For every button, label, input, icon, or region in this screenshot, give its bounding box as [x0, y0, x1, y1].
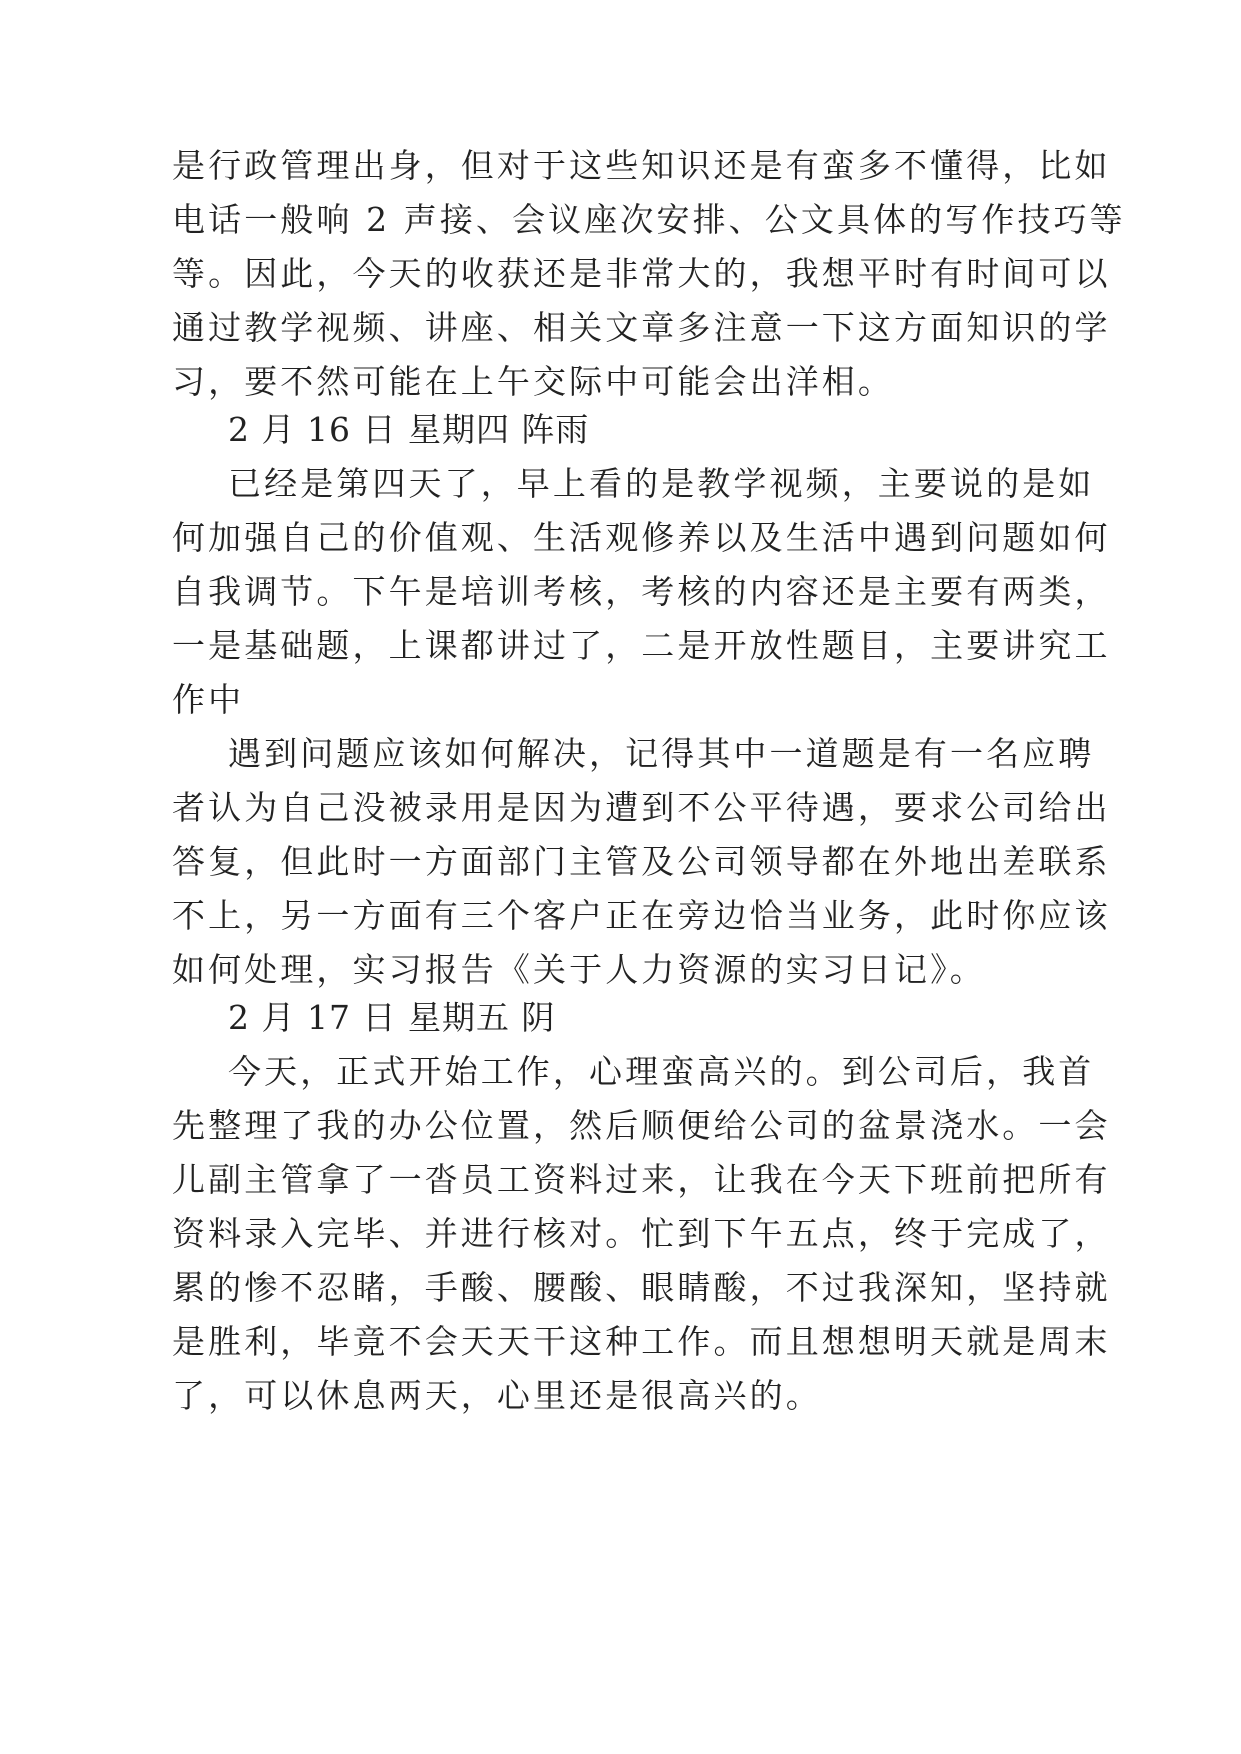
date-heading: 2 月 16 日 星期四 阵雨 [228, 410, 590, 449]
text-line: 是胜利，毕竟不会天天干这种工作。而且想想明天就是周末 [172, 1322, 1111, 1361]
text-line: 如何处理，实习报告《关于人力资源的实习日记》。 [172, 950, 986, 989]
text-line: 自我调节。下午是培训考核，考核的内容还是主要有两类， [172, 572, 1111, 611]
text-line: 答复，但此时一方面部门主管及公司领导都在外地出差联系 [172, 842, 1111, 881]
text-line: 是行政管理出身，但对于这些知识还是有蛮多不懂得，比如 [172, 146, 1111, 185]
text-line: 今天，正式开始工作，心理蛮高兴的。到公司后，我首 [228, 1052, 1095, 1091]
text-line: 不上，另一方面有三个客户正在旁边恰当业务，此时你应该 [172, 896, 1111, 935]
text-line: 先整理了我的办公位置，然后顺便给公司的盆景浇水。一会 [172, 1106, 1111, 1145]
text-line: 习，要不然可能在上午交际中可能会出洋相。 [172, 362, 894, 401]
text-line: 资料录入完毕、并进行核对。忙到下午五点，终于完成了， [172, 1214, 1111, 1253]
text-line: 通过教学视频、讲座、相关文章多注意一下这方面知识的学 [172, 308, 1111, 347]
text-line: 作中 [172, 680, 245, 719]
text-line: 遇到问题应该如何解决，记得其中一道题是有一名应聘 [228, 734, 1095, 773]
text-line: 已经是第四天了，早上看的是教学视频，主要说的是如 [228, 464, 1095, 503]
text-line: 了，可以休息两天，心里还是很高兴的。 [172, 1376, 822, 1415]
text-line: 儿副主管拿了一沓员工资料过来，让我在今天下班前把所有 [172, 1160, 1111, 1199]
text-line: 等。因此，今天的收获还是非常大的，我想平时有时间可以 [172, 254, 1111, 293]
text-line: 一是基础题，上课都讲过了，二是开放性题目，主要讲究工 [172, 626, 1111, 665]
text-line: 何加强自己的价值观、生活观修养以及生活中遇到问题如何 [172, 518, 1111, 557]
text-line: 电话一般响 2 声接、会议座次安排、公文具体的写作技巧等 [172, 200, 1126, 239]
text-line: 者认为自己没被录用是因为遭到不公平待遇，要求公司给出 [172, 788, 1111, 827]
text-line: 累的惨不忍睹，手酸、腰酸、眼睛酸，不过我深知，坚持就 [172, 1268, 1111, 1307]
date-heading: 2 月 17 日 星期五 阴 [228, 998, 556, 1037]
